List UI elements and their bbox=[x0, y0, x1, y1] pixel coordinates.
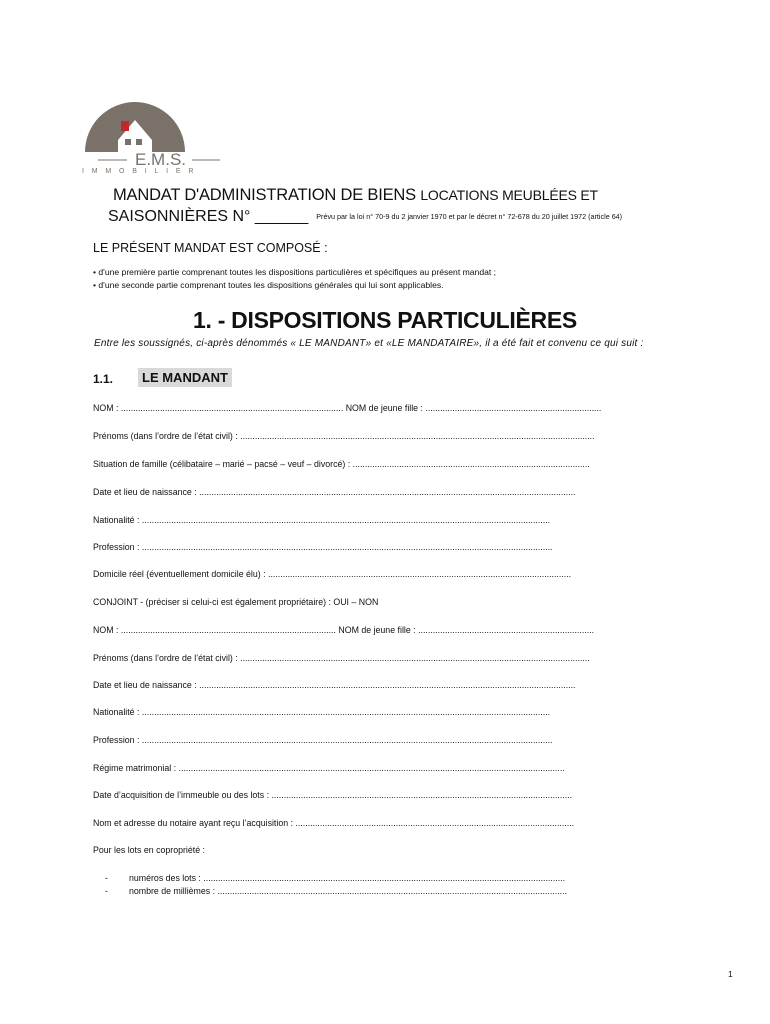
field-numeros-lots[interactable] bbox=[105, 872, 715, 884]
field-nationalite-conjoint[interactable]: Nationalité : ....................................................................................................................................................................... bbox=[93, 707, 551, 717]
composition-item: • d'une seconde partie comprenant toutes les dispositions générales qui lui sont applicables. bbox=[93, 280, 444, 290]
company-logo bbox=[80, 92, 225, 174]
composition-item: • d'une première partie comprenant toutes les dispositions particulières et spécifiques au présent mandat ; bbox=[93, 267, 497, 277]
field-nationalite[interactable]: Nationalité : ....................................................................................................................................................................... bbox=[93, 515, 551, 525]
legal-reference: Prévu par la loi n° 70-9 du 2 janvier 1970 et par le décret n° 72-678 du 20 juillet 1972 (article 64) bbox=[316, 212, 623, 222]
document-title-line2 bbox=[108, 208, 622, 226]
composition-heading: LE PRÉSENT MANDAT EST COMPOSÉ : bbox=[93, 241, 328, 255]
field-profession[interactable]: Profession : ........................................................................................................................................................................ bbox=[93, 542, 553, 552]
field-nom-conjoint[interactable]: NOM : ........................................................................................ NOM de jeune fille : ........................................................................ bbox=[93, 625, 595, 635]
field-prenoms[interactable]: Prénoms (dans l’ordre de l’état civil) : ................................................................................................................................................. bbox=[93, 431, 595, 441]
logo-brand-text: E.M.S. bbox=[135, 150, 187, 169]
field-profession-conjoint[interactable]: Profession : ........................................................................................................................................................................ bbox=[93, 735, 553, 745]
field-nom[interactable]: NOM : ........................................................................................... NOM de jeune fille : ........................................................................ bbox=[93, 403, 602, 413]
logo-sub-text: IMMOBILIER bbox=[82, 168, 202, 174]
lot-item-text: nombre de millièmes : ............................................................................................................................................... bbox=[129, 886, 567, 896]
field-regime-matrimonial[interactable]: Régime matrimonial : .............................................................................................................................................................. bbox=[93, 763, 565, 773]
field-conjoint: CONJOINT - (préciser si celui-ci est également propriétaire) : OUI – NON bbox=[93, 597, 379, 607]
lots-heading: Pour les lots en copropriété : bbox=[93, 845, 205, 855]
list-dash: - bbox=[105, 873, 108, 883]
field-naissance[interactable]: Date et lieu de naissance : .......................................................................................................................................................... bbox=[93, 487, 576, 497]
section-intro: Entre les soussignés, ci-après dénommés « LE MANDANT» et «LE MANDATAIRE», il a été fait et convenu ce qui suit : bbox=[94, 338, 644, 349]
field-notaire[interactable]: Nom et adresse du notaire ayant reçu l’acquisition : .................................................................................................................. bbox=[93, 818, 575, 828]
field-prenoms-conjoint[interactable]: Prénoms (dans l’ordre de l’état civil) : ............................................................................................................................................... bbox=[93, 653, 590, 663]
field-millemes[interactable] bbox=[105, 885, 715, 897]
subsection-number: 1.1. bbox=[93, 372, 114, 386]
list-dash: - bbox=[105, 886, 108, 896]
field-situation-famille[interactable]: Situation de famille (célibataire – marié – pacsé – veuf – divorcé) : ................................................................................................. bbox=[93, 459, 590, 469]
section-title: 1. - DISPOSITIONS PARTICULIÈRES bbox=[193, 307, 577, 333]
title-main: MANDAT D'ADMINISTRATION DE BIENS bbox=[113, 186, 421, 204]
page-number: 1 bbox=[728, 969, 733, 979]
logo-house-icon bbox=[80, 92, 225, 174]
title-main-cont: LOCATIONS MEUBLÉES ET bbox=[420, 187, 598, 203]
title-number: SAISONNIÈRES N° ______ bbox=[108, 208, 309, 225]
field-domicile[interactable]: Domicile réel (éventuellement domicile élu) : ............................................................................................................................ bbox=[93, 569, 572, 579]
document-title bbox=[113, 186, 598, 205]
field-date-acquisition[interactable]: Date d’acquisition de l’immeuble ou des lots : ........................................................................................................................... bbox=[93, 790, 573, 800]
subsection-label: LE MANDANT bbox=[138, 368, 232, 387]
composition-list bbox=[93, 266, 496, 292]
field-naissance-conjoint[interactable]: Date et lieu de naissance : .......................................................................................................................................................... bbox=[93, 680, 576, 690]
lot-item-text: numéros des lots : .................................................................................................................................................... bbox=[129, 873, 566, 883]
